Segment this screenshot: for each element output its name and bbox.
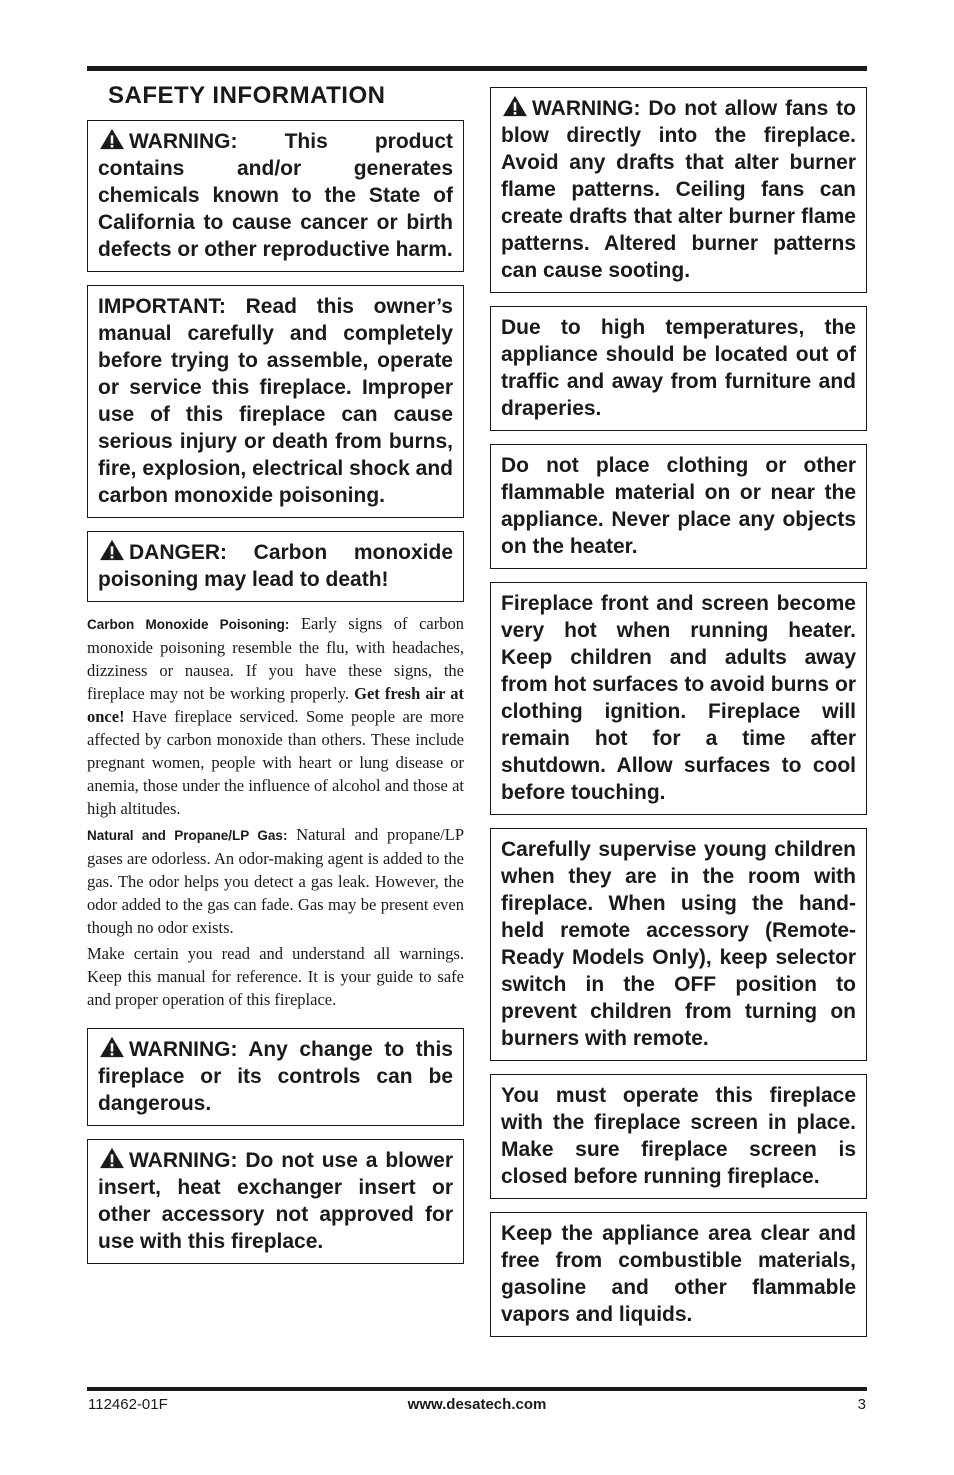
clear-area-box — [490, 1212, 867, 1337]
supervise-box — [490, 828, 867, 1061]
right-column — [490, 87, 867, 1337]
hot-front-box — [490, 582, 867, 815]
high-temp-box — [490, 306, 867, 431]
clothing-box — [490, 444, 867, 569]
warning-triangle-icon — [98, 128, 126, 150]
left-column — [87, 80, 464, 1264]
warning-change-box — [87, 1028, 464, 1126]
website-link[interactable]: www.desatech.com — [407, 1396, 547, 1413]
supervise-text: Carefully supervise young children when they are in the room with fireplace. When using the hand-held remote accessory (Remote-Ready Models Only), keep selector switch in the OFF position to prevent children from turning on burners with remote. — [501, 838, 856, 1050]
hot-front-text: Fireplace front and screen become very hot when running heater. Keep children and adults away from hot surfaces to avoid burns or clothing ignition. Fireplace will remain hot for a time after shutdown. Allow surfaces to cool before touching. — [501, 592, 856, 804]
danger-text: DANGER: Carbon monoxide poisoning may lead to death! — [98, 541, 453, 591]
warning-blower-box — [87, 1139, 464, 1264]
warning-triangle-icon — [98, 1147, 126, 1169]
warning-triangle-icon — [501, 95, 529, 117]
co-paragraph — [87, 612, 464, 820]
section-title: SAFETY INFORMATION — [108, 82, 386, 109]
make-certain-paragraph: Make certain you read and understand all warnings. Keep this manual for reference. It is your guide to safe and proper operation of this fireplace. — [87, 944, 464, 1009]
co-text-1: Early signs of carbon monoxide poisoning resemble the flu, with headaches, dizziness or nausea. If you have these signs, the fireplace may not be working properly. — [87, 614, 465, 703]
warning-change-text: WARNING: Any change to this fireplace or its controls can be dangerous. — [98, 1038, 453, 1115]
co-bold: Get fresh air at once! — [87, 684, 464, 726]
important-text: IMPORTANT: Read this owner’s manual carefully and completely before trying to assemble, operate or service this fireplace. Improper use of this fireplace can cause serious injury or death from burns, fire, explosion, electrical shock and carbon monoxide poisoning. — [98, 295, 453, 507]
warning-fans-box — [490, 87, 867, 293]
doc-number: 112462-01F — [88, 1396, 168, 1413]
warning-chemicals-box — [87, 120, 464, 272]
gas-text: Natural and propane/LP gases are odorless. An odor-making agent is added to the gas. The odor helps you detect a gas leak. However, the odor added to the gas can fade. Gas may be present even though no odor exists. — [87, 825, 464, 937]
bottom-rule — [87, 1387, 867, 1391]
high-temp-text: Due to high temperatures, the appliance should be located out of traffic and away from furniture and draperies. — [501, 316, 856, 420]
danger-box — [87, 531, 464, 602]
warning-chemicals-text: WARNING: This product contains and/or generates chemicals known to the State of California to cause cancer or birth defects or other reproductive harm. — [98, 130, 453, 261]
page-number: 3 — [857, 1396, 866, 1413]
top-rule — [87, 66, 867, 71]
co-text-2: Have fireplace serviced. Some people are more affected by carbon monoxide than others. These include pregnant women, people with heart or lung disease or anemia, those under the influence of alcohol and those at high altitudes. — [87, 707, 464, 818]
warning-blower-text: WARNING: Do not use a blower insert, heat exchanger insert or other accessory not approved for use with this fireplace. — [98, 1149, 453, 1253]
warning-triangle-icon — [98, 1036, 126, 1058]
gas-paragraph — [87, 823, 464, 939]
co-lead: Carbon Monoxide Poisoning: — [87, 617, 290, 632]
screen-text: You must operate this fireplace with the fireplace screen in place. Make sure fireplace screen is closed before running fireplace. — [501, 1084, 856, 1188]
clear-area-text: Keep the appliance area clear and free from combustible materials, gasoline and other flammable vapors and liquids. — [501, 1222, 856, 1326]
important-box — [87, 285, 464, 518]
warning-fans-text: WARNING: Do not allow fans to blow directly into the fireplace. Avoid any drafts that alter burner flame patterns. Ceiling fans can create drafts that alter burner flame patterns. Altered burner patterns can cause sooting. — [501, 97, 856, 282]
warning-triangle-icon — [98, 539, 126, 561]
screen-box — [490, 1074, 867, 1199]
gas-lead: Natural and Propane/LP Gas: — [87, 828, 288, 843]
clothing-text: Do not place clothing or other flammable material on or near the appliance. Never place any objects on the heater. — [501, 454, 856, 558]
